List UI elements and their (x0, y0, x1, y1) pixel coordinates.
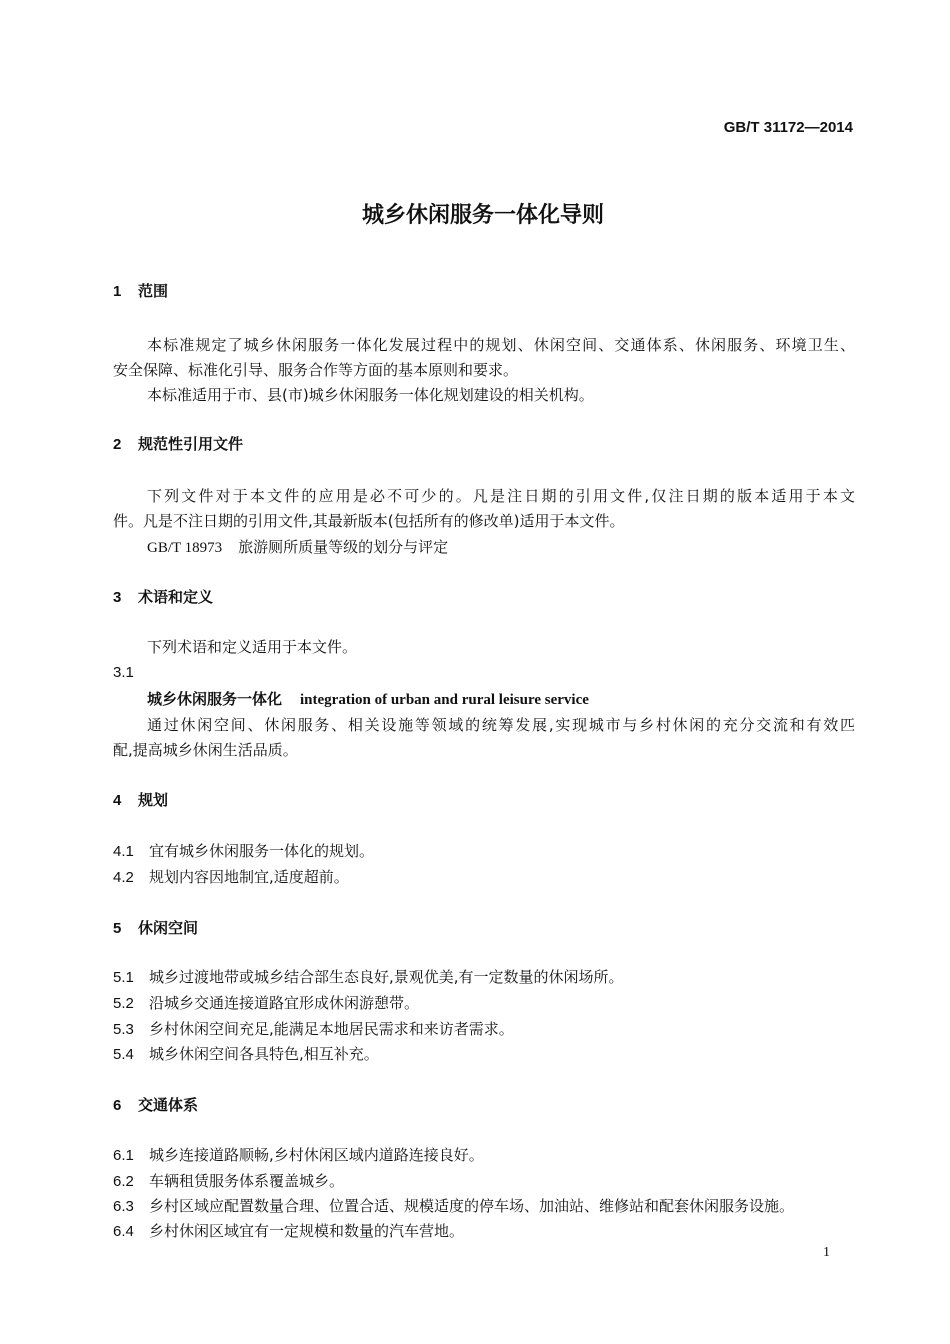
term-entry: 城乡休闲服务一体化 integration of urban and rural leisure service (147, 690, 589, 708)
paragraph-line: 本标准规定了城乡休闲服务一体化发展过程中的规划、休闲空间、交通体系、休闲服务、环境卫生、 (147, 336, 855, 354)
clause: 6.2 车辆租赁服务体系覆盖城乡。 (113, 1172, 345, 1190)
section-heading: 5 休闲空间 (113, 919, 199, 937)
definition-line: 通过休闲空间、休闲服务、相关设施等领域的统筹发展,实现城市与乡村休闲的充分交流和有效匹 (147, 716, 855, 734)
clause: 5.4 城乡休闲空间各具特色,相互补充。 (113, 1045, 379, 1063)
paragraph-line: 本标准适用于市、县(市)城乡休闲服务一体化规划建设的相关机构。 (147, 386, 594, 404)
clause: 5.2 沿城乡交通连接道路宜形成休闲游憩带。 (113, 994, 420, 1012)
clause: 5.1 城乡过渡地带或城乡结合部生态良好,景观优美,有一定数量的休闲场所。 (113, 968, 624, 986)
normative-reference: GB/T 18973 旅游厕所质量等级的划分与评定 (147, 538, 449, 556)
paragraph-line: 下列文件对于本文件的应用是必不可少的。凡是注日期的引用文件,仅注日期的版本适用于本文 (147, 487, 855, 505)
section-heading: 6 交通体系 (113, 1096, 199, 1114)
clause: 6.4 乡村休闲区域宜有一定规模和数量的汽车营地。 (113, 1222, 465, 1240)
clause: 6.3 乡村区域应配置数量合理、位置合适、规模适度的停车场、加油站、维修站和配套休闲服务设施。 (113, 1197, 795, 1215)
document-title: 城乡休闲服务一体化导则 (361, 203, 604, 228)
definition-line: 配,提高城乡休闲生活品质。 (113, 741, 298, 759)
standard-code: GB/T 31172—2014 (723, 119, 853, 136)
section-heading: 2 规范性引用文件 (113, 435, 244, 453)
paragraph-line: 件。凡是不注日期的引用文件,其最新版本(包括所有的修改单)适用于本文件。 (113, 512, 625, 530)
page-number: 1 (823, 1245, 830, 1260)
clause: 5.3 乡村休闲空间充足,能满足本地居民需求和来访者需求。 (113, 1020, 514, 1038)
clause: 4.1 宜有城乡休闲服务一体化的规划。 (113, 842, 375, 860)
clause: 6.1 城乡连接道路顺畅,乡村休闲区域内道路连接良好。 (113, 1146, 484, 1164)
clause: 4.2 规划内容因地制宜,适度超前。 (113, 868, 349, 886)
section-heading: 1 范围 (113, 282, 169, 300)
section-heading: 4 规划 (113, 791, 169, 809)
section-heading: 3 术语和定义 (113, 588, 214, 606)
paragraph-line: 下列术语和定义适用于本文件。 (147, 638, 358, 656)
paragraph-line: 安全保障、标准化引导、服务合作等方面的基本原则和要求。 (113, 361, 519, 379)
term-number: 3.1 (113, 664, 134, 681)
